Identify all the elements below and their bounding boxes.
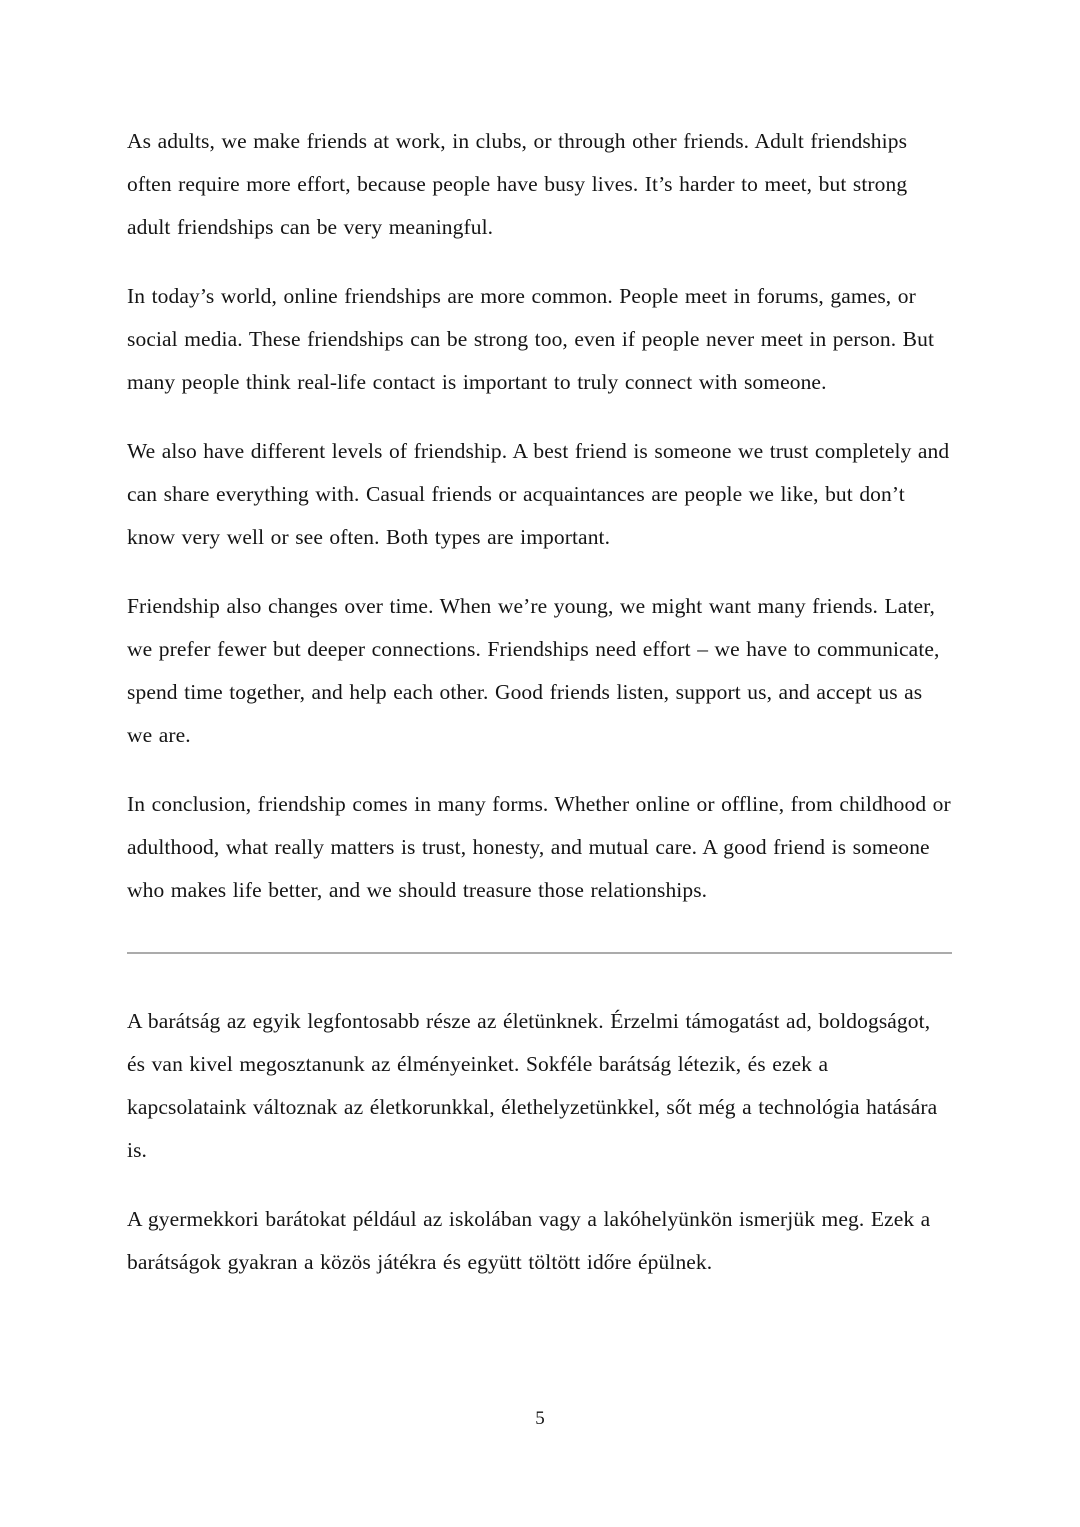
paragraph-hu-intro: A barátság az egyik legfontosabb része az életünknek. Érzelmi támogatást ad, boldogságot, és van kivel megosztanunk az élményeinket. Sokféle barátság létezik, és ezek a kapcsolataink változnak az életkorunkkal, élethelyzetünkkel, sőt még a technológia hatására is. bbox=[127, 1009, 938, 1162]
paragraph-friendship-changes: Friendship also changes over time. When we’re young, we might want many friends. Later, we prefer fewer but deeper connections. Friendships need effort – we have to communicate, spend time together, and help each other. Good friends listen, support us, and accept us as we are. bbox=[127, 594, 940, 747]
paragraph-hu-childhood: A gyermekkori barátokat például az iskolában vagy a lakóhelyünkön ismerjük meg. Ezek a barátságok gyakran a közös játékra és együtt töltött időre épülnek. bbox=[127, 1207, 931, 1274]
english-section bbox=[127, 120, 952, 912]
paragraph-adult-friendships: As adults, we make friends at work, in clubs, or through other friends. Adult friendships often require more effort, because people have busy lives. It’s harder to meet, but strong adult friendships can be very meaningful. bbox=[127, 129, 908, 239]
paragraph-conclusion: In conclusion, friendship comes in many forms. Whether online or offline, from childhood or adulthood, what really matters is trust, honesty, and mutual care. A good friend is someone who makes life better, and we should treasure those relationships. bbox=[127, 792, 951, 902]
paragraph-levels-of-friendship: We also have different levels of friendship. A best friend is someone we trust completely and can share everything with. Casual friends or acquaintances are people we like, but don’t know very well or see often. Both types are important. bbox=[127, 439, 950, 549]
section-divider bbox=[127, 952, 952, 954]
paragraph-online-friendships: In today’s world, online friendships are more common. People meet in forums, games, or social media. These friendships can be strong too, even if people never meet in person. But many people think real-life contact is important to truly connect with someone. bbox=[127, 284, 935, 394]
hungarian-section bbox=[127, 1000, 952, 1284]
page-number: 5 bbox=[535, 1408, 545, 1429]
